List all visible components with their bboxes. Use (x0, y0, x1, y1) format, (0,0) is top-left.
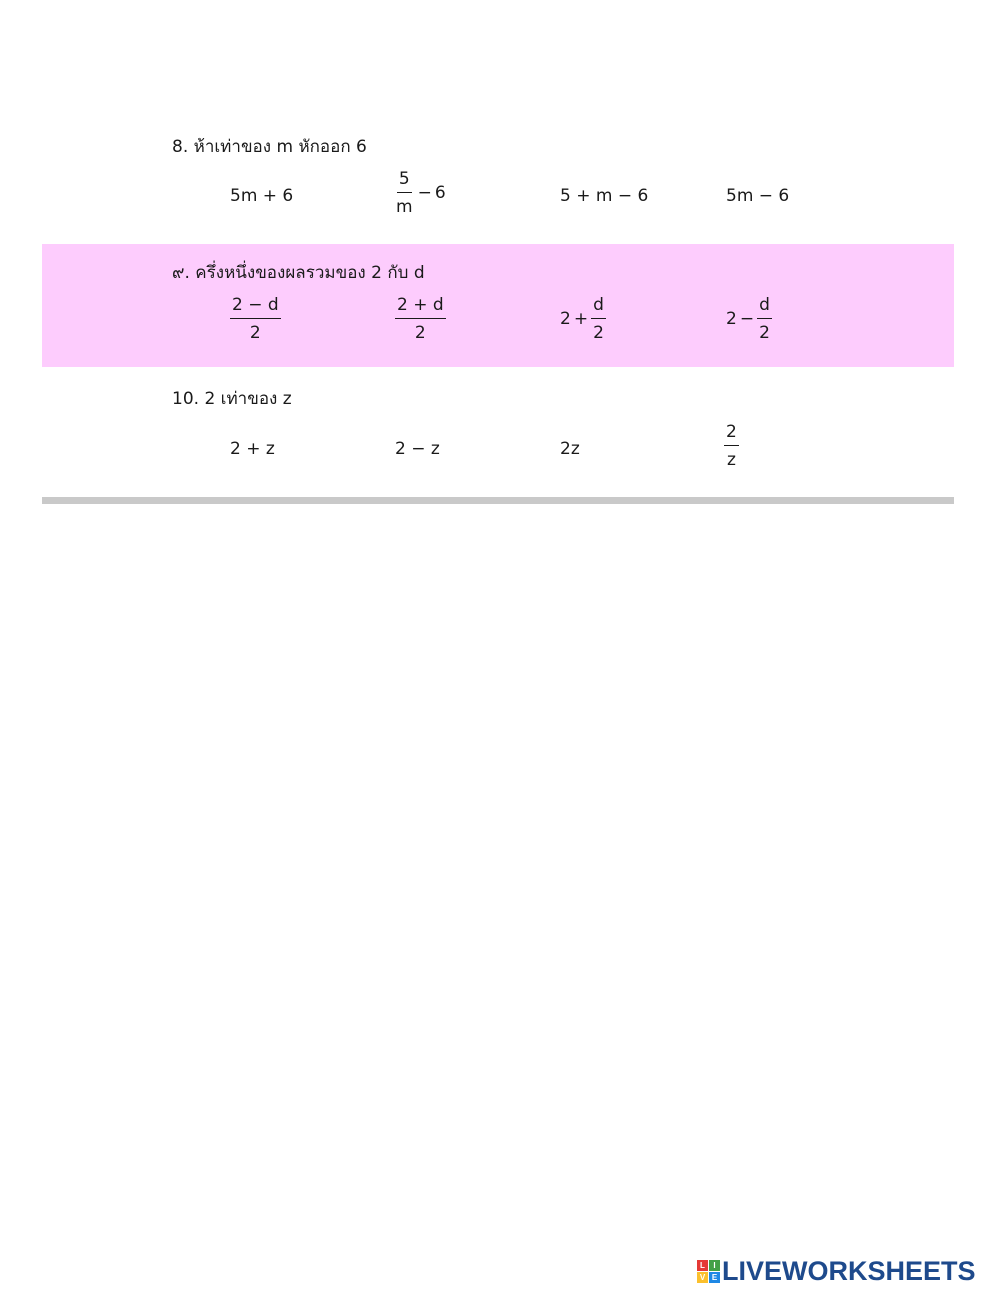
operator: − (739, 309, 755, 329)
logo-mark-icon (697, 1260, 720, 1283)
q9-option-3[interactable] (560, 296, 606, 342)
option-text: 2z (560, 439, 580, 459)
numerator: d (757, 296, 772, 319)
fraction (757, 296, 772, 342)
question-8-title: 8. ห้าเท่าของ m หักออก 6 (172, 137, 367, 157)
denominator: 2 (593, 323, 604, 343)
q8-option-3[interactable] (560, 186, 648, 206)
q10-option-3[interactable] (560, 439, 580, 459)
question-10-title: 10. 2 เท่าของ z (172, 389, 292, 409)
logo-mark-letter: I (709, 1260, 720, 1271)
operator: − (417, 183, 432, 203)
q9-option-4[interactable] (726, 296, 772, 342)
logo-mark-letter: E (709, 1272, 720, 1283)
q10-option-1[interactable] (230, 439, 275, 459)
q8-option-2[interactable] (394, 170, 446, 216)
numerator: 2 (724, 423, 739, 446)
fraction (591, 296, 606, 342)
numerator: 2 + d (395, 296, 446, 319)
denominator: 2 (414, 323, 426, 343)
question-9-title: ๙. ครึ่งหนึ่งของผลรวมของ 2 กับ d (172, 263, 425, 283)
option-text: 2 − z (395, 439, 440, 459)
section-divider (42, 497, 954, 504)
liveworksheets-logo (697, 1257, 976, 1285)
denominator: z (726, 450, 736, 470)
logo-mark-letter: L (697, 1260, 708, 1271)
denominator: 2 (249, 323, 261, 343)
logo-text: LIVEWORKSHEETS (722, 1255, 976, 1286)
fraction (394, 170, 415, 216)
option-rest: 6 (434, 183, 446, 203)
q8-option-1[interactable] (230, 186, 293, 206)
option-text: 5m − 6 (726, 186, 790, 206)
q9-option-2[interactable] (395, 296, 446, 342)
denominator: 2 (759, 323, 770, 343)
option-lead: 2 (726, 309, 737, 329)
q10-option-4[interactable] (724, 423, 739, 469)
numerator: d (591, 296, 606, 319)
numerator: 5 (397, 170, 412, 193)
option-lead: 2 (560, 309, 571, 329)
q10-option-2[interactable] (395, 439, 440, 459)
option-text: 2 + z (230, 439, 275, 459)
option-text: 5m + 6 (230, 186, 294, 206)
option-text: 5 + m − 6 (560, 186, 649, 206)
denominator: m (396, 197, 413, 217)
numerator: 2 − d (230, 296, 281, 319)
q8-option-4[interactable] (726, 186, 789, 206)
fraction (724, 423, 739, 469)
q9-option-1[interactable] (230, 296, 281, 342)
logo-mark-letter: V (697, 1272, 708, 1283)
fraction (230, 296, 281, 342)
operator: + (573, 309, 589, 329)
fraction (395, 296, 446, 342)
